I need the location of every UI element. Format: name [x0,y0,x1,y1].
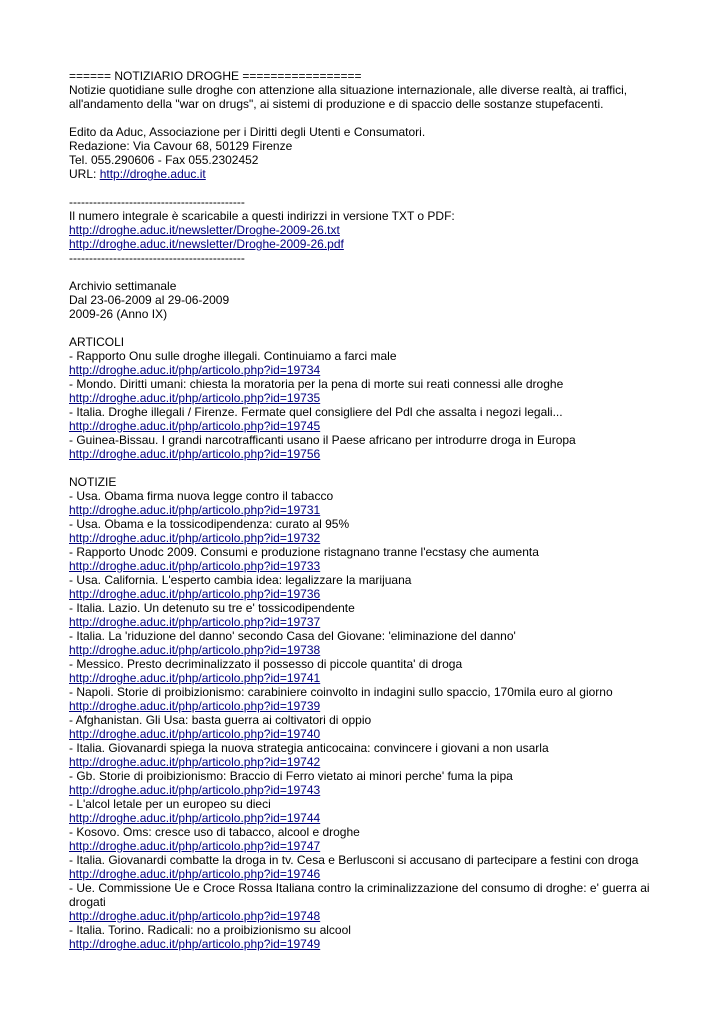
news-title: - L'alcol letale per un europeo su dieci [69,797,271,811]
download-txt-link[interactable]: http://droghe.aduc.it/newsletter/Droghe-2009-26.txt [69,223,340,237]
archive-label: Archivio settimanale [69,279,177,293]
spacer [69,265,659,279]
article-link[interactable]: http://droghe.aduc.it/php/articolo.php?id=19734 [69,363,321,377]
news-title: - Usa. Obama e la tossicodipendenza: curato al 95% [69,517,350,531]
spacer [69,321,659,335]
article-title: - Guinea-Bissau. I grandi narcotrafficanti usano il Paese africano per introdurre droga in Europa [69,433,576,447]
archive-date-range: Dal 23-06-2009 al 29-06-2009 [69,293,230,307]
news-title: - Usa. Obama firma nuova legge contro il tabacco [69,489,334,503]
newsletter-title: ====== NOTIZIARIO DROGHE ================= [69,69,362,83]
newsletter-description: Notizie quotidiane sulle droghe con attenzione alla situazione internazionale, alle diverse realtà, ai traffici, all'andamento della "war on drugs", ai sistemi di produzione e di spaccio delle sostanze stupefacenti. [69,83,628,111]
news-link[interactable]: http://droghe.aduc.it/php/articolo.php?id=19742 [69,755,321,769]
publisher-phone: Tel. 055.290606 - Fax 055.2302452 [69,153,259,167]
news-title: - Messico. Presto decriminalizzato il possesso di piccole quantita' di droga [69,657,463,671]
news-link[interactable]: http://droghe.aduc.it/php/articolo.php?id=19747 [69,839,321,853]
archive-issue: 2009-26 (Anno IX) [69,307,168,321]
publisher-url-link[interactable]: http://droghe.aduc.it [99,167,206,181]
news-link[interactable]: http://droghe.aduc.it/php/articolo.php?id=19739 [69,699,321,713]
article-title: - Italia. Droghe illegali / Firenze. Fermate quel consigliere del Pdl che assalta i negozi legali... [69,405,563,419]
news-title: - Rapporto Unodc 2009. Consumi e produzione ristagnano tranne l'ecstasy che aumenta [69,545,539,559]
publisher-line: Edito da Aduc, Associazione per i Diritti degli Utenti e Consumatori. [69,125,426,139]
news-title: - Kosovo. Oms: cresce uso di tabacco, alcool e droghe [69,825,360,839]
news-link[interactable]: http://droghe.aduc.it/php/articolo.php?id=19749 [69,937,321,951]
spacer [69,111,659,125]
download-intro: Il numero integrale è scaricabile a questi indirizzi in versione TXT o PDF: [69,209,455,223]
news-link[interactable]: http://droghe.aduc.it/php/articolo.php?id=19738 [69,643,321,657]
news-title: - Napoli. Storie di proibizionismo: carabiniere coinvolto in indagini sullo spaccio, 170mila euro al giorno [69,685,613,699]
news-title: - Usa. California. L'esperto cambia idea: legalizzare la marijuana [69,573,412,587]
article-link[interactable]: http://droghe.aduc.it/php/articolo.php?id=19756 [69,447,321,461]
spacer [69,181,659,195]
news-link[interactable]: http://droghe.aduc.it/php/articolo.php?id=19744 [69,811,321,825]
news-link[interactable]: http://droghe.aduc.it/php/articolo.php?id=19736 [69,587,321,601]
separator: -------------------------------------------- [69,251,245,265]
separator: -------------------------------------------- [69,195,245,209]
publisher-url-label: URL: [69,167,100,181]
news-link[interactable]: http://droghe.aduc.it/php/articolo.php?id=19743 [69,783,321,797]
news-title: - Italia. Giovanardi combatte la droga in tv. Cesa e Berlusconi si accusano di partecipare a festini con droga [69,853,639,867]
article-title: - Mondo. Diritti umani: chiesta la moratoria per la pena di morte sui reati connessi alle droghe [69,377,564,391]
news-link[interactable]: http://droghe.aduc.it/php/articolo.php?id=19737 [69,615,321,629]
news-title: - Italia. Torino. Radicali: no a proibizionismo su alcool [69,923,351,937]
articles-heading: ARTICOLI [69,335,125,349]
article-link[interactable]: http://droghe.aduc.it/php/articolo.php?id=19735 [69,391,321,405]
news-title: - Italia. Lazio. Un detenuto su tre e' tossicodipendente [69,601,355,615]
publisher-url-line [69,167,659,181]
news-title: - Afghanistan. Gli Usa: basta guerra ai coltivatori di oppio [69,713,372,727]
news-heading: NOTIZIE [69,475,117,489]
download-pdf-link[interactable]: http://droghe.aduc.it/newsletter/Droghe-2009-26.pdf [69,237,344,251]
news-link[interactable]: http://droghe.aduc.it/php/articolo.php?id=19746 [69,867,321,881]
news-title: - Ue. Commissione Ue e Croce Rossa Italiana contro la criminalizzazione del consumo di droghe: e' guerra ai drogati [69,881,650,909]
news-link[interactable]: http://droghe.aduc.it/php/articolo.php?id=19740 [69,727,321,741]
spacer [69,461,659,475]
news-title: - Gb. Storie di proibizionismo: Braccio di Ferro vietato ai minori perche' fuma la pipa [69,769,513,783]
news-title: - Italia. Giovanardi spiega la nuova strategia anticocaina: convincere i giovani a non usarla [69,741,549,755]
article-link[interactable]: http://droghe.aduc.it/php/articolo.php?id=19745 [69,419,321,433]
news-link[interactable]: http://droghe.aduc.it/php/articolo.php?id=19733 [69,559,321,573]
news-title: - Italia. La 'riduzione del danno' secondo Casa del Giovane: 'eliminazione del danno' [69,629,516,643]
document-content [69,69,659,951]
news-link[interactable]: http://droghe.aduc.it/php/articolo.php?id=19748 [69,909,321,923]
news-link[interactable]: http://droghe.aduc.it/php/articolo.php?id=19741 [69,671,321,685]
publisher-address: Redazione: Via Cavour 68, 50129 Firenze [69,139,293,153]
article-title: - Rapporto Onu sulle droghe illegali. Continuiamo a farci male [69,349,397,363]
news-link[interactable]: http://droghe.aduc.it/php/articolo.php?id=19731 [69,503,321,517]
news-link[interactable]: http://droghe.aduc.it/php/articolo.php?id=19732 [69,531,321,545]
